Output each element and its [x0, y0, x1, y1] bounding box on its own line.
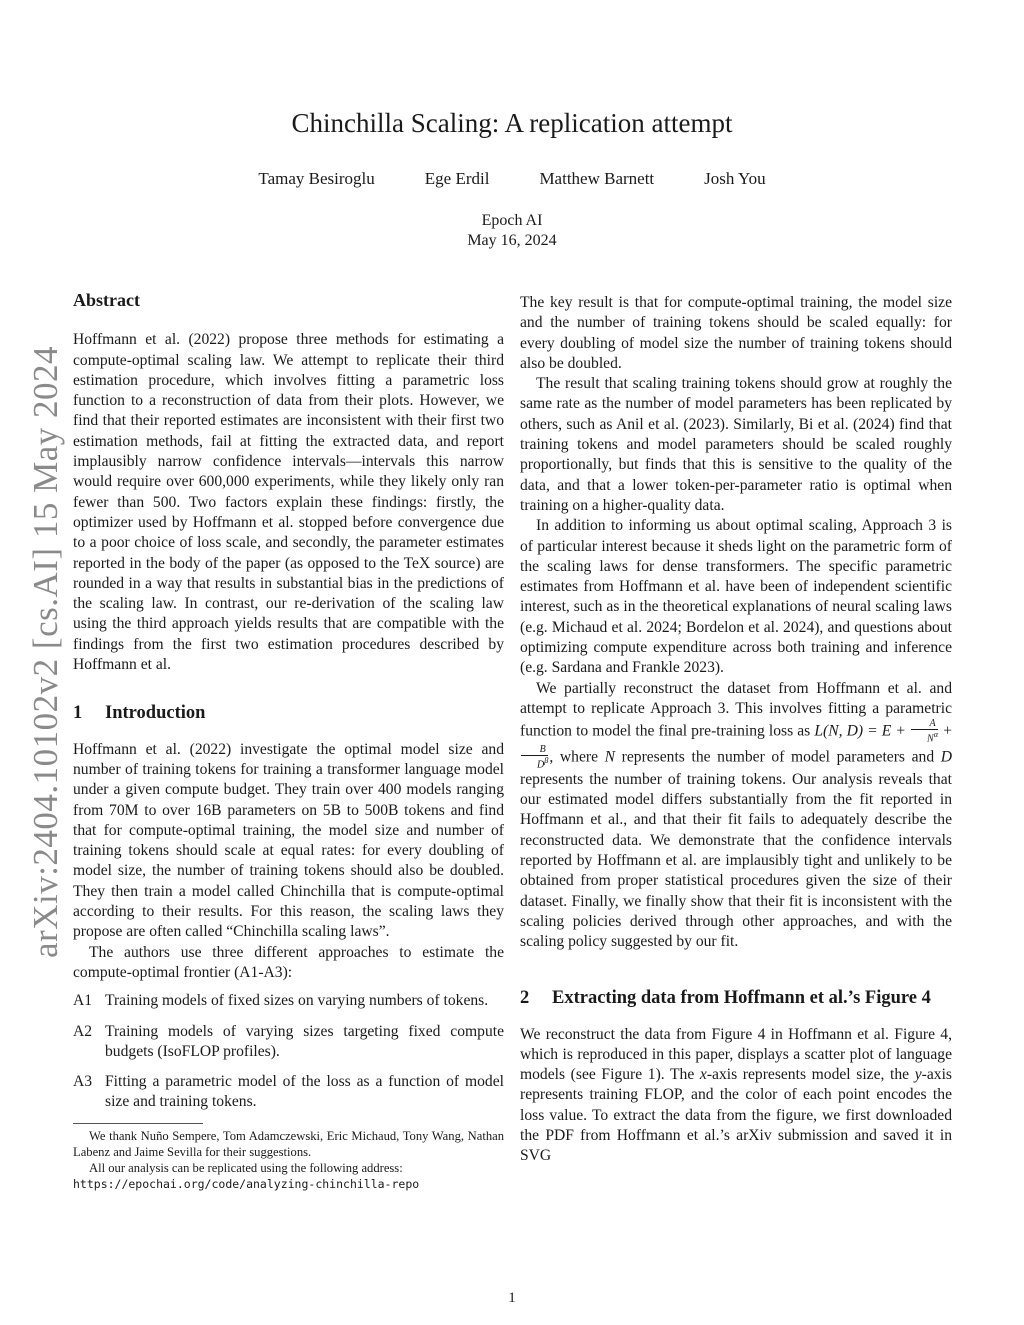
footnotes	[73, 1128, 504, 1192]
fraction-numerator: A	[929, 718, 936, 730]
section-title: Extracting data from Hoffmann et al.’s Figure 4	[552, 987, 931, 1008]
loss-formula-lhs: L(N, D) = E +	[814, 722, 906, 740]
paper-title: Chinchilla Scaling: A replication attempt	[291, 108, 733, 138]
title-block	[0, 108, 1024, 251]
body-paragraph: The key result is that for compute-optimal training, the model size and the number of training tokens should be scaled equally: for every doubling of model size the number of training tokens should also be doubled.	[520, 294, 952, 372]
section-heading-introduction	[73, 703, 504, 723]
section-heading-extracting-data	[520, 987, 952, 1009]
exponent: α	[933, 730, 939, 740]
footnote-acknowledgements: We thank Nuño Sempere, Tom Adamczewski, Eric Michaud, Tony Wang, Nathan Labenz and Jaime Sevilla for their suggestions.	[73, 1128, 504, 1159]
formula-fraction-a	[911, 719, 938, 744]
list-item-text: Training models of fixed sizes on varying numbers of tokens.	[105, 992, 489, 1010]
body-paragraph: The result that scaling training tokens should grow at roughly the same rate as the number of model parameters has been replicated by others, such as Anil et al. (2023). Similarly, Bi et al. (2024) find that training tokens and model parameters should be scaled roughly proportionally, but finds that this is sensitive to the quality of the data, and that a lower token-per-parameter ratio is optimal when training on a higher-quality data.	[520, 375, 952, 514]
list-item-label: A2	[73, 1022, 93, 1040]
body-paragraph-section2	[520, 1025, 952, 1167]
list-item	[73, 1072, 504, 1113]
paragraph-text: represents the number of training tokens. Our analysis reveals that our estimated model differs substantially from the fit reported in Hoffmann et al., and that their fit fails to adequately describe the reconstructed data. We demonstrate that the confidence intervals reported by Hoffmann et al. are implausibly tight and unlikely to be obtained from proper statistical procedures given the size of their dataset. Finally, we finally show that their fit is inconsistent with the scaling policies derived through other approaches, and with the scaling policy suggested by our fit.	[520, 770, 952, 951]
author-list	[0, 169, 1024, 189]
fraction-numerator: B	[539, 743, 546, 755]
abstract-text: Hoffmann et al. (2022) propose three methods for estimating a compute-optimal scaling law. We attempt to replicate their third estimation procedure, which involves fitting a parametric loss function to a reconstruction of data from their plots. However, we find that their reported estimates are inconsistent with their first two estimation methods, fail at fitting the extracted data, and report implausibly narrow confidence intervals—intervals this narrow would require over 600,000 experiments, while they likely only ran fewer than 500. Two factors explain these findings: firstly, the optimizer used by Hoffmann et al. stopped before convergence due to a poor choice of loss scale, and secondly, the parameter estimates reported in the body of the paper (as opposed to the TeX source) are rounded in a way that results in substantial bias in the predictions of the scaling law. In contrast, our re-derivation of the scaling law using the third approach yields results that are compatible with the findings from the first two estimation procedures described by Hoffmann et al.	[73, 331, 504, 674]
variable: x	[699, 1066, 707, 1084]
variable: y	[914, 1066, 922, 1084]
fraction-denominator: D	[537, 758, 545, 770]
section-title: Introduction	[105, 703, 206, 724]
replication-url-link[interactable]: https://epochai.org/code/analyzing-chinchilla-repo	[73, 1176, 420, 1191]
variable: N	[604, 747, 616, 765]
list-item-text: Fitting a parametric model of the loss as a function of model size and training tokens.	[105, 1073, 504, 1111]
page-number: 1	[508, 1290, 516, 1306]
paragraph-text: represents the number of model parameters and	[621, 747, 935, 765]
section-number: 1	[73, 703, 83, 724]
variable: D	[940, 747, 953, 765]
intro-paragraph: Hoffmann et al. (2022) investigate the optimal model size and number of training tokens for training a transformer language model under a given compute budget. They train over 400 models ranging from 70M to over 16B parameters on 5B to 500B tokens and find that for compute-optimal training, the model size and number of training tokens should scale at equal rates: for every doubling of model size, the number of training tokens should also be doubled. They then train a model called Chinchilla that is compute-optimal according to their results. For this reason, the scaling laws they propose are often called “Chinchilla scaling laws”.	[73, 740, 504, 941]
list-item	[73, 1022, 504, 1063]
paragraph-text: , where	[549, 747, 598, 765]
right-column	[520, 293, 952, 1167]
paragraph-text: We partially reconstruct the dataset from Hoffmann et al. and attempt to replicate Approach 3. This involves fitting a parametric function to model the final pre-training loss as	[520, 679, 952, 740]
list-item-text: Training models of varying sizes targeting fixed compute budgets (IsoFLOP profiles).	[105, 1022, 504, 1060]
list-item-label: A3	[73, 1073, 93, 1091]
affiliation: Epoch AI	[481, 212, 543, 229]
paragraph-text: We reconstruct the data from Figure 4 in Hoffmann et al. Figure 4, which is reproduced in this paper, displays a scatter plot of language models (see Figure 1). The	[520, 1025, 952, 1084]
arxiv-identifier-stamp: arXiv:2404.10102v2 [cs.AI] 15 May 2024	[26, 346, 65, 958]
publication-date: May 16, 2024	[467, 232, 557, 249]
intro-paragraph: The authors use three different approaches to estimate the compute-optimal frontier (A1-A3):	[73, 943, 504, 981]
list-item-label: A1	[73, 992, 93, 1010]
footnote-divider	[73, 1123, 203, 1124]
author-name: Tamay Besiroglu	[258, 169, 375, 188]
body-paragraph-with-formula: We partially reconstruct the dataset from Hoffmann et al. and attempt to replicate Approach 3. This involves fitting a parametric function to model the final pre-training loss as L(N, D) = E + $\frac{A}{N^\alpha}$ + $\frac{B}{D^\beta}$ , where N represents the number of model parameters and D represents the number of training tokens. Our analysis reveals that our estimated model differs substantially from the fit reported in Hoffmann et al., and that their fit fails to adequately describe the reconstructed data. We demonstrate that the confidence intervals reported by Hoffmann et al. are implausibly tight and unlikely to be obtained from proper statistical procedures given the size of their dataset. Finally, we finally show that their fit is inconsistent with the scaling policies derived through other approaches, and with the scaling policy suggested by our fit.	[520, 679, 953, 951]
fraction-denominator: N	[927, 733, 934, 745]
exponent: β	[544, 755, 549, 765]
approaches-list	[73, 991, 504, 1112]
paragraph-text: -axis represents training FLOP, and the color of each point encodes the loss value. To extract the data from the figure, we first downloaded the PDF from Hoffmann et al.’s arXiv submission and saved it in SVG	[520, 1066, 952, 1165]
section-number: 2	[520, 987, 530, 1008]
footnote-replication: All our analysis can be replicated using the following address:	[89, 1160, 403, 1175]
body-paragraph: In addition to informing us about optimal scaling, Approach 3 is of particular interest because it sheds light on the parametric form of the scaling laws for dense transformers. The specific parametric estimates from Hoffmann et al. have been of independent scientific interest, such as in the theoretical explanations of neural scaling laws (e.g. Michaud et al. 2024; Bordelon et al. 2024), and questions about optimizing compute expenditure across both training and inference (e.g. Sardana and Frankle 2023).	[520, 517, 952, 677]
list-item	[73, 991, 504, 1011]
author-name: Ege Erdil	[424, 169, 490, 188]
left-column	[73, 290, 504, 1192]
author-name: Matthew Barnett	[539, 169, 655, 188]
paragraph-text: -axis represents model size, the	[706, 1066, 910, 1084]
formula-fraction-b	[521, 745, 548, 770]
author-name: Josh You	[704, 169, 766, 188]
abstract-heading: Abstract	[73, 290, 140, 310]
